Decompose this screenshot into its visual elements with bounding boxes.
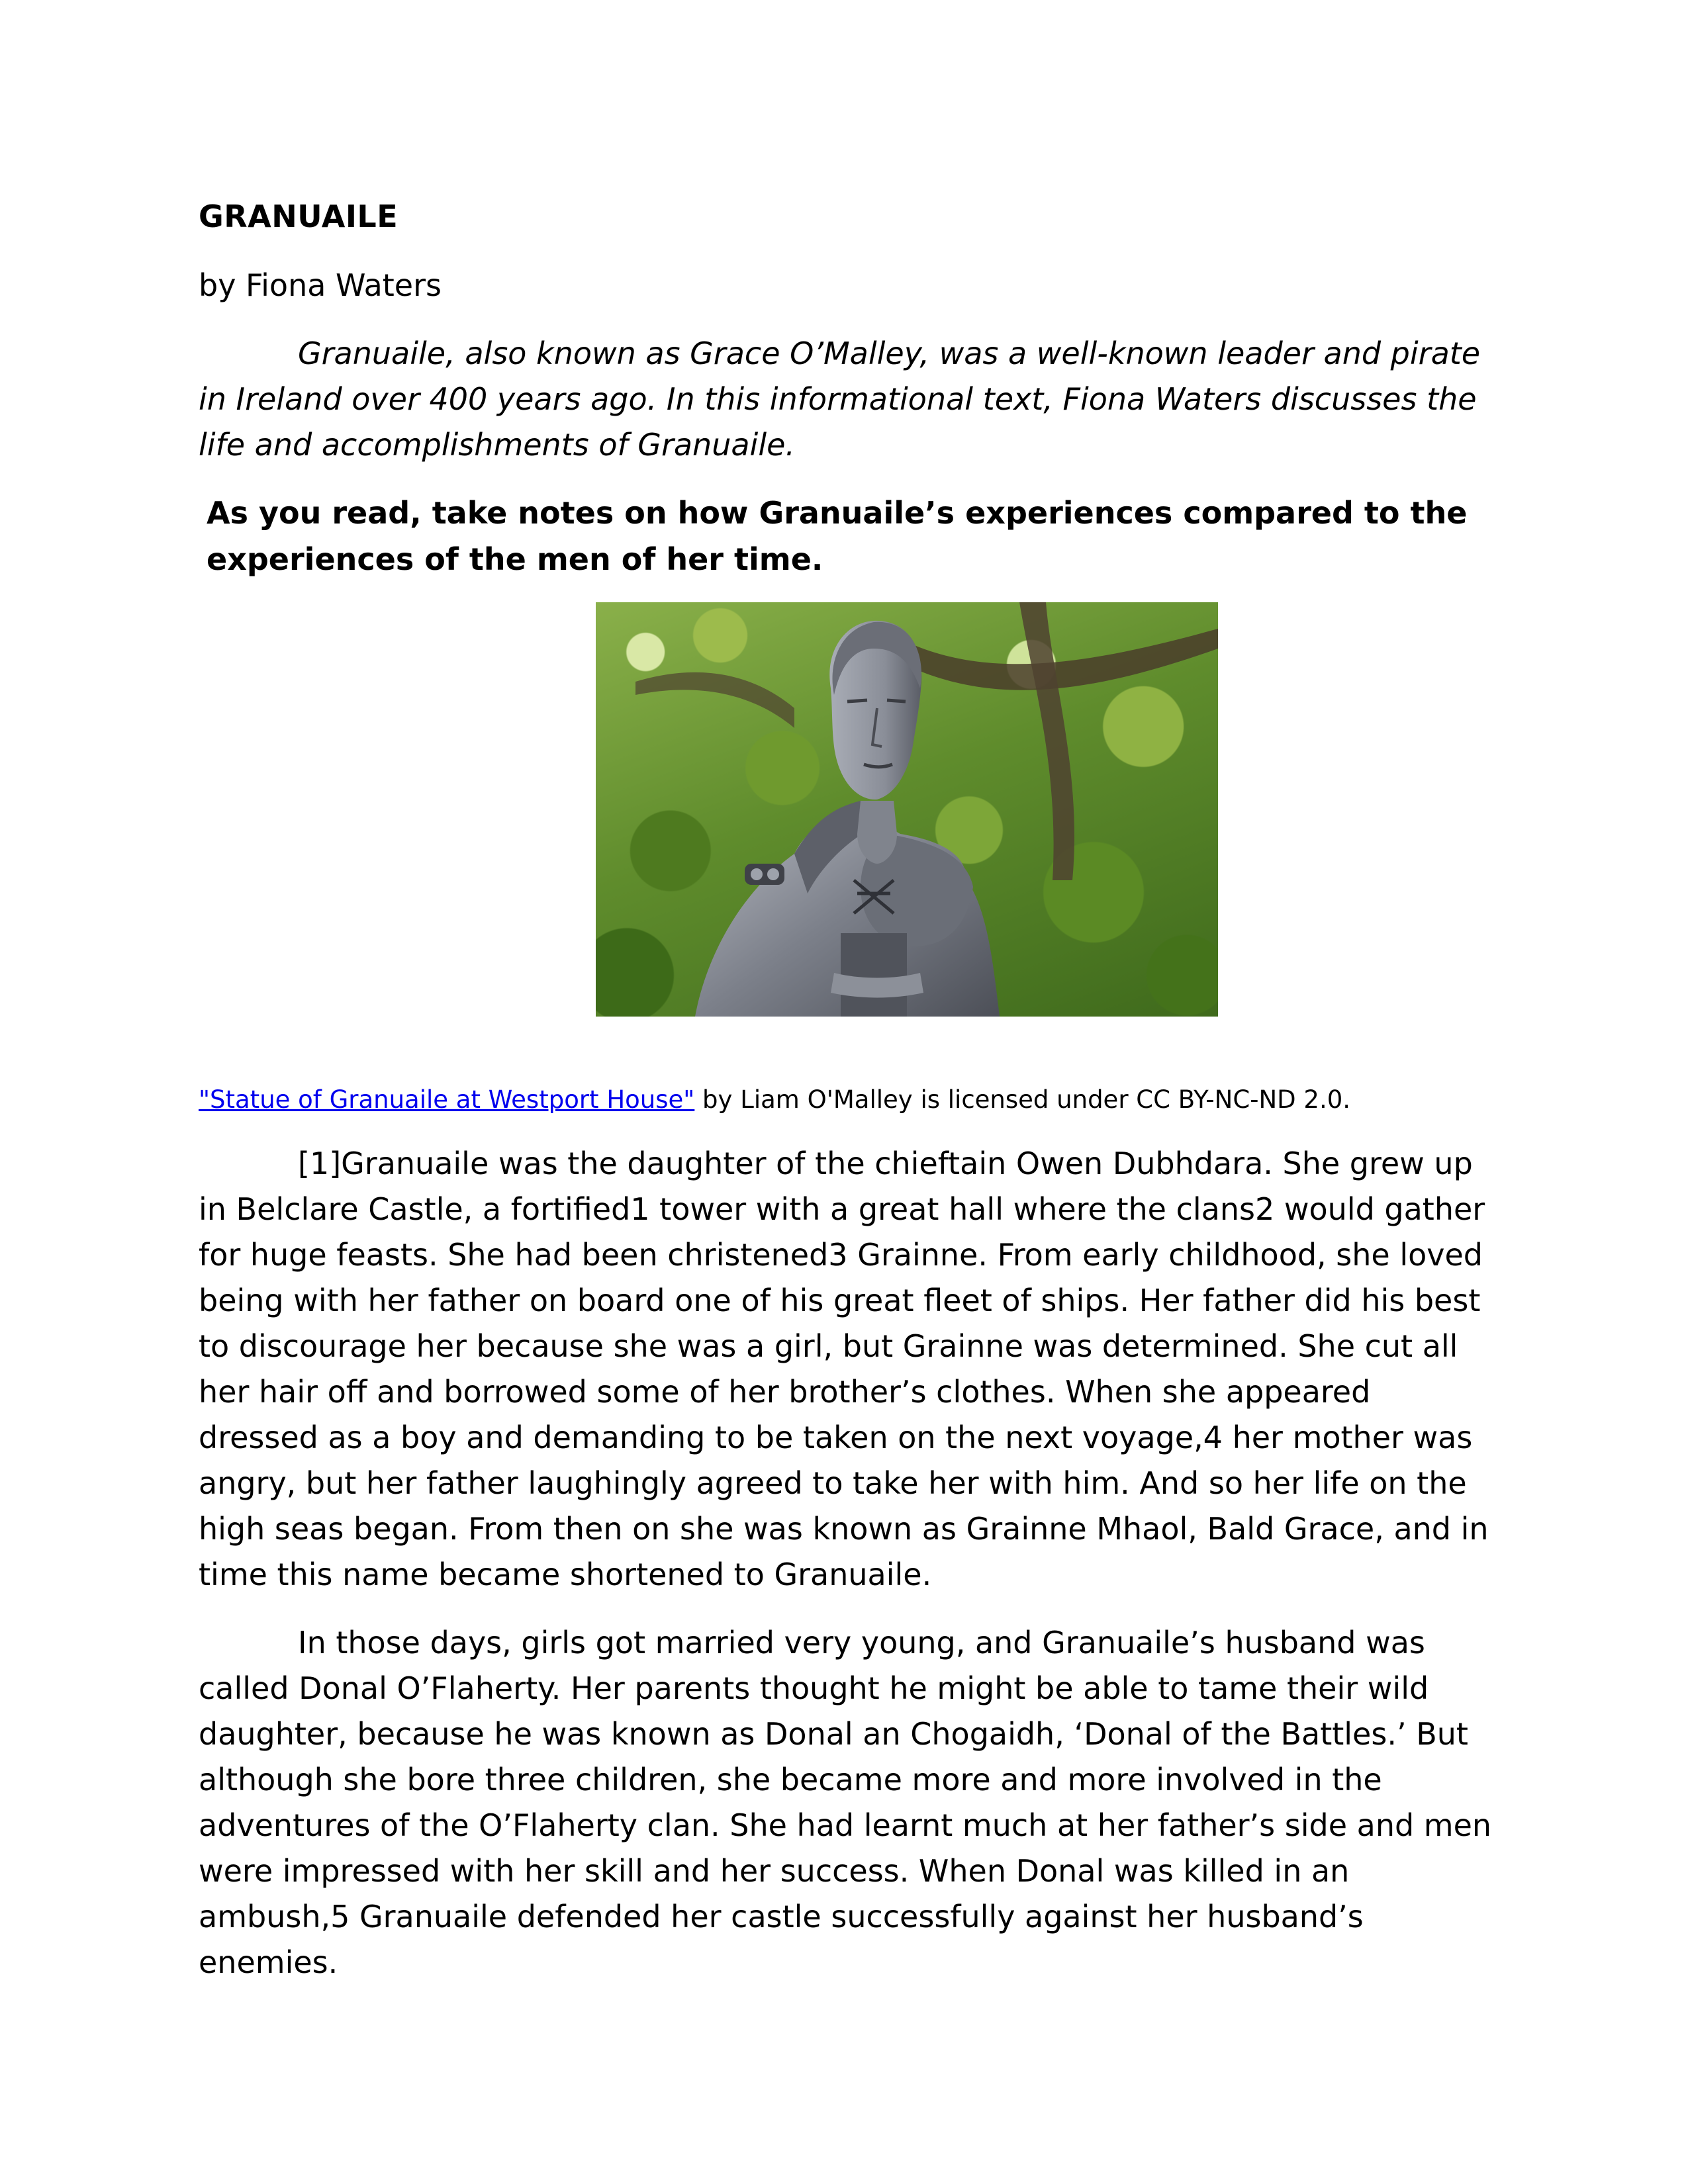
intro-paragraph: Granuaile, also known as Grace O’Malley, was a well-known leader and pirate in Ireland over 400 years ago. In this informational text, Fiona Waters discusses the life and accomplishments of Granuaile. [199,336,1481,463]
image-credit [199,1085,1496,1114]
body-paragraph-2: In those days, girls got married very young, and Granuaile’s husband was called Donal O’Flaherty. Her parents thought he might be able to tame their wild daughter, because he was known as Donal an Chogaidh, ‘Donal of the Battles.’ But although she bore three children, she became more and more involved in the adventures of the O’Flaherty clan. She had learnt much at her father’s side and men were impressed with her skill and her success. When Donal was killed in an ambush,5 Granuaile defended her castle successfully against her husband’s enemies. [199,1625,1492,1980]
credit-text: by Liam O'Malley is licensed under CC BY-NC-ND 2.0. [694,1085,1351,1114]
byline: by Fiona Waters [199,267,442,303]
credit-link[interactable]: "Statue of Granuaile at Westport House" [199,1085,695,1114]
page-title: GRANUAILE [199,199,399,234]
statue-photo [596,602,1218,1017]
body-paragraph-1: [1]Granuaile was the daughter of the chieftain Owen Dubhdara. She grew up in Belclare Castle, a fortified1 tower with a great hall where the clans2 would gather for huge feasts. She had been christened3 Grainne. From early childhood, she loved being with her father on board one of his great fleet of ships. Her father did his best to discourage her because she was a girl, but Grainne was determined. She cut all her hair off and borrowed some of her brother’s clothes. When she appeared dressed as a boy and demanding to be taken on the next voyage,4 her mother was angry, but her father laughingly agreed to take her with him. And so her life on the high seas began. From then on she was known as Grainne Mhaol, Bald Grace, and in time this name became shortened to Granuaile. [199,1146,1489,1592]
statue-illustration [596,602,1218,1017]
reading-prompt: As you read, take notes on how Granuaile’s experiences compared to the experiences of the men of her time. [207,495,1468,577]
